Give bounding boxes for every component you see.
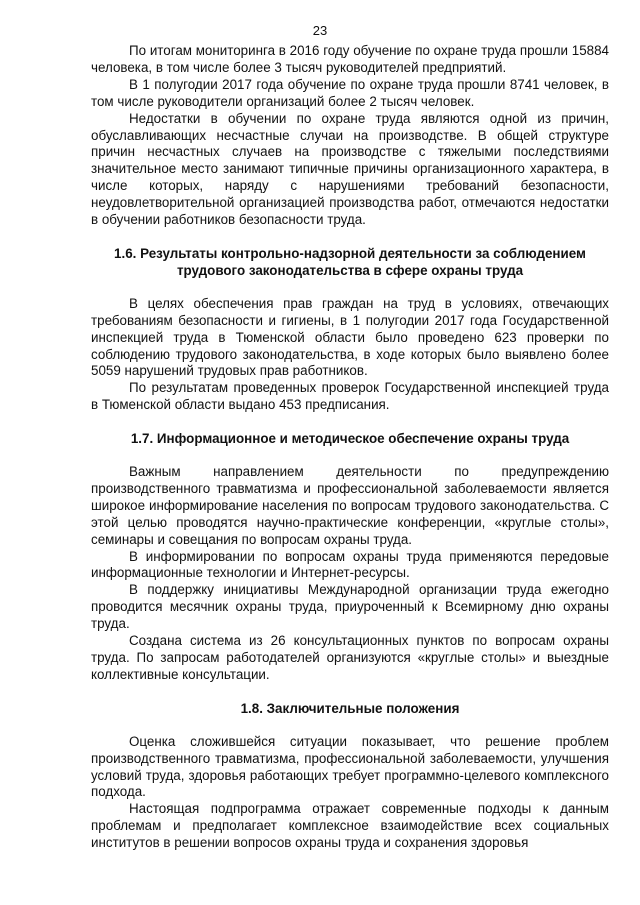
section-heading: 1.8. Заключительные положения [240, 700, 460, 716]
spacer [91, 718, 609, 734]
paragraph: В 1 полугодии 2017 года обучение по охране труда прошли 8741 человек, в том числе руководители организаций более 2 тысяч человек. [91, 76, 609, 109]
paragraph: Настоящая подпрограмма отражает современные подходы к данным проблемам и предполагает комплексное взаимодействие всех социальных институтов в решении вопросов охраны труда и сохранения здоровья [91, 801, 609, 851]
paragraph: По результатам проведенных проверок Государственной инспекцией труда в Тюменской области выдано 453 предписания. [91, 380, 609, 413]
document-body [91, 43, 609, 852]
paragraph: В поддержку инициативы Международной организации труда ежегодно проводится месячник охраны труда, приуроченный к Всемирному дню охраны труда. [91, 582, 609, 632]
paragraph: В информировании по вопросам охраны труда применяются передовые информационные технологии и Интернет-ресурсы. [91, 548, 609, 581]
paragraph: По итогам мониторинга в 2016 году обучение по охране труда прошли 15884 человека, в том числе более 3 тысяч руководителей предприятий. [91, 43, 609, 75]
paragraph: Оценка сложившейся ситуации показывает, что решение проблем производственного травматизма, профессиональной заболеваемости, улучшения условий труда, здоровья работающих требует программно-целевого комплексного подхода. [91, 733, 609, 800]
section-1-6 [91, 246, 609, 414]
spacer [91, 229, 609, 246]
paragraph: В целях обеспечения прав граждан на труд в условиях, отвечающих требованиям безопасности и гигиены, в 1 полугодии 2017 года Государственной инспекцией труда в Тюменской области было проведено 623 проверки по соблюдению трудового законодательства, в ходе которых было выявлено более 5059 нарушений трудовых прав работников. [91, 295, 609, 379]
spacer [91, 414, 609, 431]
paragraph: Недостатки в обучении по охране труда являются одной из причин, обуславливающих несчастные случаи на производстве. В общей структуре причин несчастных случаев на производстве с тяжелыми последствиями значительное место занимают типичные причины организационного характера, в числе которых, наряду с нарушениями требований безопасности, неудовлетворительной организацией производства работ, отмечаются недостатки в обучении работников безопасности труда. [91, 110, 609, 228]
spacer [91, 448, 609, 464]
section-heading: 1.7. Информационное и методическое обеспечение охраны труда [130, 431, 570, 447]
page-number: 23 [312, 23, 328, 38]
spacer [91, 280, 609, 296]
section-heading: 1.6. Результаты контрольно-надзорной деятельности за соблюдением трудового законодательства в сфере охраны труда [114, 245, 586, 278]
section-1-7 [91, 431, 609, 684]
paragraph: Создана система из 26 консультационных пунктов по вопросам охраны труда. По запросам работодателей организуются «круглые столы» и выездные коллективные консультации. [91, 633, 609, 682]
section-1-8 [91, 701, 609, 852]
spacer [91, 684, 609, 701]
section-intro [91, 43, 609, 229]
paragraph: Важным направлением деятельности по предупреждению производственного травматизма и профессиональной заболеваемости является широкое информирование населения по вопросам трудового законодательства. С этой целью проводятся научно-практические конференции, «круглые столы», семинары и совещания по вопросам охраны труда. [91, 464, 609, 547]
